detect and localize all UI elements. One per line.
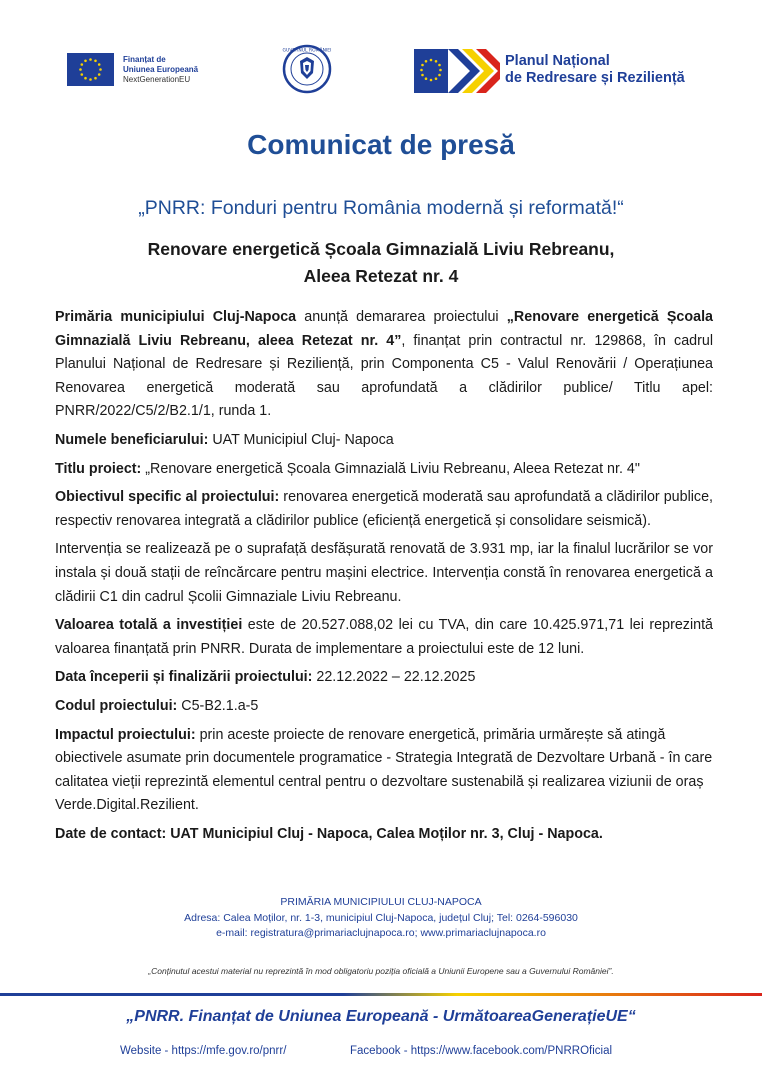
objective-label: Obiectivul specific al proiectului: — [55, 489, 280, 506]
subtitle — [0, 236, 762, 290]
impact-label: Impactul proiectului: — [55, 726, 196, 743]
page-title: Comunicat de presă — [247, 129, 515, 160]
subtitle-line1: Renovare energetică Școala Gimnazială Liviu Rebreanu, — [147, 239, 615, 259]
eu-logo-line2: Uniunea Europeană — [123, 65, 199, 74]
contact-text: Date de contact: UAT Municipiul Cluj - Napoca, Calea Moților nr. 3, Cluj - Napoca. — [55, 825, 603, 842]
dates-value: 22.12.2022 – 22.12.2025 — [312, 669, 476, 686]
intro-text-1: anunță demararea proiectului — [296, 309, 507, 325]
intro-text-2: , finanțat prin contractul nr. 129868, în cadrul Planului Național de Redresare și Reziliență, prin Componenta C5 - Valul Renovării / Operațiunea Renovarea energetică moderată sau aprofundată a clădirilor publice/ Titlu apel: PNRR/2022/C5/2/B2.1/1, runda 1. — [55, 332, 713, 420]
romanian-government-seal-icon — [282, 43, 332, 95]
intro-paragraph — [55, 306, 713, 424]
intro-bold-2: „Renovare energetică Școala Gimnazială Liviu Rebreanu, aleea Retezat nr. 4” — [55, 309, 713, 349]
code-value: C5-B2.1.a-5 — [177, 697, 259, 714]
pnrr-logo-line2: de Redresare și Reziliență — [505, 70, 685, 86]
code-paragraph — [55, 695, 713, 719]
office-block — [0, 895, 762, 942]
beneficiary-value: UAT Municipiul Cluj- Napoca — [208, 431, 394, 448]
value-paragraph — [55, 614, 713, 661]
impact-value: prin aceste proiecte de renovare energetică, primăria urmărește să atingă obiectivele asumate prin documentele programatice - Strategia Integrată de Dezvoltare Urbană - în care calitatea vieții reprezintă elementul central pentru o dezvoltare sustenabilă și realizarea viziunii de oraș Verde.Digital.Rezilient. — [55, 726, 713, 814]
impact-paragraph — [55, 724, 713, 818]
eu-logo-line3: NextGenerationEU — [123, 75, 191, 84]
contact-paragraph — [55, 823, 713, 847]
value-text: este de 20.527.088,02 lei cu TVA, din care 10.425.971,71 lei reprezintă valoarea finanțată prin PNRR. Durata de implementare a proiectului este de 12 luni. — [55, 617, 713, 657]
project-title-value: „Renovare energetică Școala Gimnazială Liviu Rebreanu, Aleea Retezat nr. 4" — [141, 460, 640, 477]
dates-label: Data începerii și finalizării proiectului: — [55, 669, 313, 686]
project-title-paragraph — [55, 458, 713, 482]
intro-bold-1: Primăria municipiului Cluj-Napoca — [55, 309, 297, 325]
seal-text: GUVERNUL ROMÂNIEI — [282, 48, 332, 54]
footer-stripe — [0, 993, 762, 996]
project-title-label: Titlu proiect: — [55, 460, 142, 477]
office-address: Adresa: Calea Moților, nr. 1-3, municipiul Cluj-Napoca, județul Cluj; Tel: 0264-596030 — [184, 911, 578, 924]
disclaimer: „Conținutul acestui material nu reprezintă în mod obligatoriu poziția oficială a Uniunii Europene sau a Guvernului României”. — [148, 966, 614, 976]
subtitle-line2: Aleea Retezat nr. 4 — [303, 266, 459, 286]
footer-slogan: „PNRR. Finanțat de Uniunea Europeană - UrmătoareaGenerațieUE“ — [126, 1008, 636, 1025]
code-label: Codul proiectului: — [55, 697, 178, 714]
objective-value: renovarea energetică moderată sau aprofundată a clădirilor publice, respectiv renovarea integrată a clădirilor publice (eficiență energetică și consolidare seismică). — [55, 489, 713, 529]
dates-paragraph — [55, 666, 713, 690]
slogan: „PNRR: Fonduri pentru România modernă și reformată!“ — [138, 197, 624, 219]
eu-logo-text — [123, 55, 198, 85]
value-label: Valoarea totală a investiției — [55, 617, 243, 634]
facebook-link[interactable]: Facebook - https://www.facebook.com/PNRROficial — [350, 1045, 613, 1057]
website-link[interactable]: Website - https://mfe.gov.ro/pnrr/ — [120, 1045, 287, 1057]
office-name: PRIMĂRIA MUNICIPIULUI CLUJ-NAPOCA — [280, 896, 482, 908]
beneficiary-paragraph — [55, 429, 713, 453]
eu-flag-icon — [67, 53, 114, 86]
beneficiary-label: Numele beneficiarului: — [55, 431, 209, 448]
office-email: e-mail: registratura@primariaclujnapoca.ro; www.primariaclujnapoca.ro — [216, 927, 546, 939]
press-release-body — [55, 306, 713, 851]
pnrr-logo-line1: Planul Național — [505, 53, 610, 69]
objective-paragraph — [55, 486, 713, 533]
pnrr-logo-icon — [414, 47, 500, 95]
eu-logo-line1: Finanțat de — [123, 55, 166, 64]
intervention-paragraph: Intervenția se realizează pe o suprafață desfășurată renovată de 3.931 mp, iar la finalul lucrărilor se vor instala și două stații de reîncărcare pentru mașini electrice. Intervenția constă în renovarea energetică a clădirii C1 din cadrul Școlii Gimnaziale Liviu Rebreanu. — [55, 541, 713, 605]
pnrr-logo-text — [505, 53, 685, 87]
